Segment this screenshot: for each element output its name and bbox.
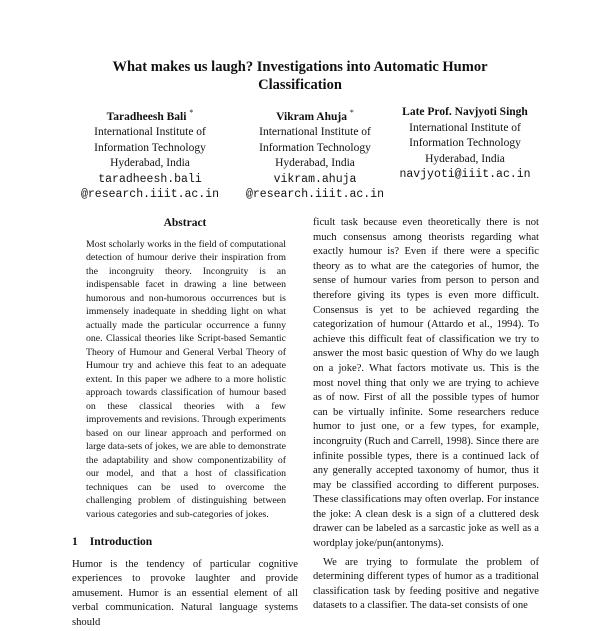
author-location: Hyderabad, India <box>275 157 355 170</box>
author-affiliation: International Institute of <box>94 126 206 139</box>
right-column <box>313 216 539 614</box>
intro-paragraph: Humor is the tendency of particular cognitive experiences to provoke laughter and provide amusement. Humor is an essential element of all verbal communication. Natural language systems should <box>72 558 298 629</box>
author-affiliation: International Institute of <box>259 126 371 139</box>
body-paragraph: We are trying to formulate the problem of determining different types of humor as a traditional classification task by feeding positive and negative datasets to a classifier. The data-set consists of one <box>313 556 539 612</box>
body-paragraph: ficult task because even theoretically there is not much consensus among theorists regarding what exactly humour is? Even if there were a specific theory as to what are the categories of humor, the sense of humour varies from person to person and therefore giving its types is even more difficult. Consensus is yet to be achieved regarding the categorization of humour (Attardo et al., 1994). To achieve this difficult feat of classification we try to answer the most basic question of Why do we laugh on a joke?. What factors motivate us. This is the most novel thing that only we are trying to achieve as of now. First of all the possible types of humor can be virtually infinite. Some researchers reduce humor to just one, or a few types, for example, incongruity (Ruch and Carrell, 1998). Since there are infinite possible types, there is a continued lack of any generally accepted taxonomy of humor, thus it may be classified according to different purposes. These classifications may often overlap. For instance the joke: A clean desk is a sign of a cluttered desk drawer can be labeled as a sarcastic joke as well as a wordplay joke/pun(antonyms). <box>313 217 539 550</box>
author-email: taradheesh.bali <box>98 172 202 186</box>
author-affiliation: Information Technology <box>94 141 206 154</box>
author-name: Taradheesh Bali * <box>106 108 194 123</box>
section-heading: 1 Introduction <box>72 536 153 549</box>
author-affiliation: Information Technology <box>259 141 371 154</box>
abstract-heading: Abstract <box>163 217 207 229</box>
author-affiliation: International Institute of <box>409 121 521 134</box>
author-location: Hyderabad, India <box>425 152 505 165</box>
author-block-3 <box>365 105 565 183</box>
author-name: Vikram Ahuja * <box>276 108 354 123</box>
left-column <box>72 216 298 631</box>
author-name: Late Prof. Navjyoti Singh <box>402 106 528 118</box>
author-email: navjyoti@iiit.ac.in <box>399 168 531 181</box>
abstract-text: Most scholarly works in the field of computational detection of humour derive their inspiration from the incongruity theory. Incongruity is an indispensable facet in drawing a line between humorous and non-humorous occurrences but is immensely inadequate in shedding light on what actually made the particular occurrence a funny one. Classical theories like Script-based Semantic Theory of Humour and General Verbal Theory of Humour try and achieve this feat to an adequate extent. In this paper we adhere to a more holistic approach towards classification of humour based on these classical theories with a few improvements and revisions. Through experiments based on our linear approach and performed on large data-sets of jokes, we are able to demonstrate the adaptability and show componentizability of our model, and that a host of classification techniques can be used to overcome the challenging problem of distinguishing between various categories and sub-categories of jokes. <box>86 238 286 520</box>
author-location: Hyderabad, India <box>110 157 190 170</box>
author-email: @research.iiit.ac.in <box>245 188 385 202</box>
author-email: @research.iiit.ac.in <box>80 188 220 202</box>
author-affiliation: Information Technology <box>409 137 521 149</box>
author-email: vikram.ahuja <box>273 172 357 186</box>
paper-title: What makes us laugh? Investigations into Automatic Humor Classification <box>112 59 488 93</box>
